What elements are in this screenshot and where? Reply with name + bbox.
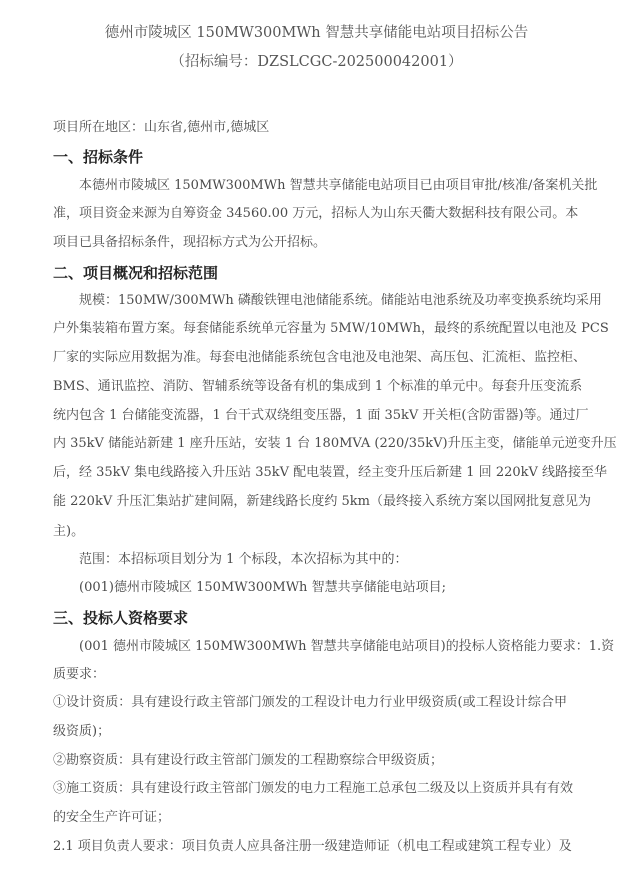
bid-number: （招标编号：DZSLCGC-202500042001）: [170, 54, 463, 70]
paragraph-line: 统内包含 1 台储能变流器，1 台干式双绕组变压器，1 面 35kV 开关柜(含防雷器)等。通过厂: [53, 408, 589, 423]
paragraph-line: BMS、通讯监控、消防、智辅系统等设备有机的集成到 1 个标准的单元中。每套升压变流系: [53, 379, 583, 394]
paragraph-line: (001 德州市陵城区 150MW300MWh 智慧共享储能电站项目)的投标人资格能力要求：1.资: [79, 639, 615, 654]
paragraph-line: 内 35kV 储能站新建 1 座升压站，安装 1 台 180MVA (220/35kV)升压主变，储能单元逆变升压: [53, 436, 617, 451]
paragraph-line: 厂家的实际应用数据为准。每套电池储能系统包含电池及电池架、高压包、汇流柜、监控柜、: [53, 350, 587, 365]
scope-text: 范围：本招标项目划分为 1 个标段，本次招标为其中的：: [79, 552, 408, 567]
section-heading-bidder-qualifications: 三、投标人资格要求: [53, 609, 189, 627]
lot-text: (001)德州市陵城区 150MW300MWh 智慧共享储能电站项目;: [79, 580, 446, 595]
paragraph-line: 准，项目资金来源为自筹资金 34560.00 万元，招标人为山东天衢大数据科技有限公司。本: [53, 206, 579, 221]
paragraph-line: 2.1 项目负责人要求：项目负责人应具备注册一级建造师证（机电工程或建筑工程专业）及: [53, 839, 572, 854]
paragraph-line: 后，经 35kV 集电线路接入升压站 35kV 配电装置，经主变升压后新建 1 回 220kV 线路接至华: [53, 465, 608, 480]
paragraph-line: 能 220kV 升压汇集站扩建间隔，新建线路长度约 5km（最终接入系统方案以国网批复意见为: [53, 494, 591, 509]
paragraph-line: 质要求：: [53, 667, 106, 682]
section-heading-bidding-conditions: 一、招标条件: [53, 148, 144, 166]
paragraph-line: 本德州市陵城区 150MW300MWh 智慧共享储能电站项目已由项目审批/核准/备案机关批: [79, 178, 598, 193]
section-heading-project-overview: 二、项目概况和招标范围: [53, 264, 219, 282]
paragraph-line: ①设计资质：具有建设行政主管部门颁发的工程设计电力行业甲级资质(或工程设计综合甲: [53, 695, 567, 710]
paragraph-line: 户外集装箱布置方案。每套储能系统单元容量为 5MW/10MWh，最终的系统配置以电池及 PCS: [53, 321, 609, 336]
paragraph-line: ②勘察资质：具有建设行政主管部门颁发的工程勘察综合甲级资质；: [53, 753, 444, 768]
project-location: 项目所在地区：山东省,德州市,德城区: [53, 120, 270, 135]
document-title: 德州市陵城区 150MW300MWh 智慧共享储能电站项目招标公告: [104, 25, 529, 41]
paragraph-line: 项目已具备招标条件，现招标方式为公开招标。: [53, 235, 327, 250]
paragraph-line: 的安全生产许可证；: [53, 810, 171, 825]
paragraph-line: 规模：150MW/300MWh 磷酸铁锂电池储能系统。储能站电池系统及功率变换系统均采用: [79, 293, 602, 308]
paragraph-line: ③施工资质：具有建设行政主管部门颁发的电力工程施工总承包二级及以上资质并具有有效: [53, 781, 574, 796]
paragraph-line: 级资质)；: [53, 724, 111, 739]
paragraph-line: 主)。: [53, 524, 85, 539]
